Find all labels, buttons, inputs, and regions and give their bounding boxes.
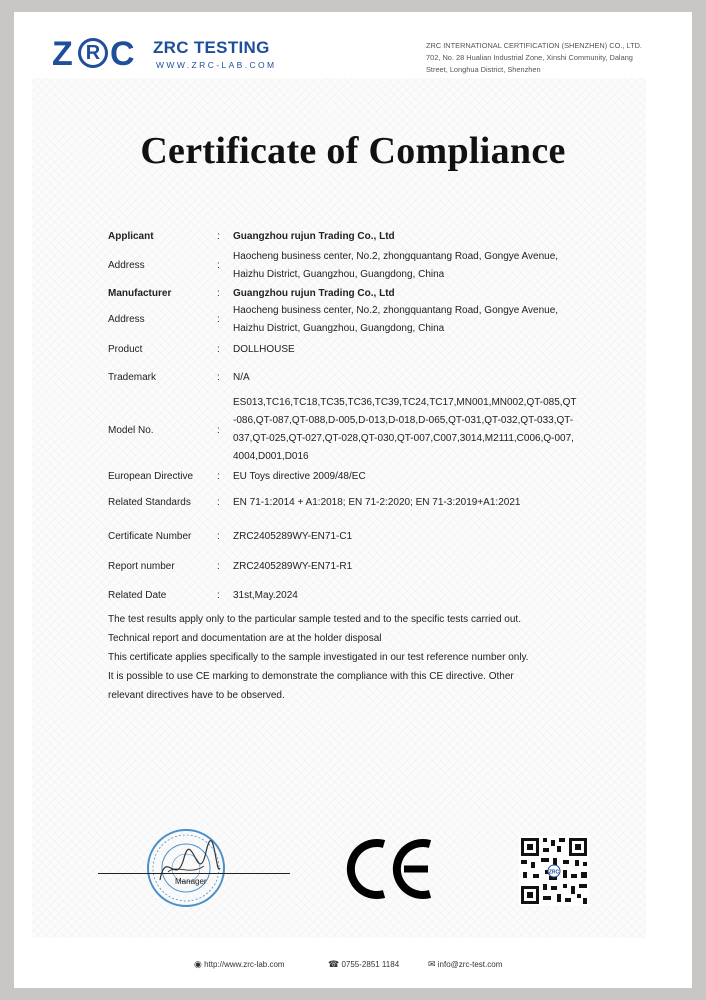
email-link[interactable]: info@zrc-test.com — [437, 960, 503, 969]
footer-email — [428, 959, 502, 970]
mail-icon: ✉ — [428, 959, 436, 969]
company-address: ZRC INTERNATIONAL CERTIFICATION (SHENZHEN) CO., LTD. 702, No. 28 Hualian Industrial Zone, Xinshi Community, Dalang Street, Longhua District, Shenzhen — [426, 41, 642, 74]
company-seal-icon — [146, 828, 226, 908]
globe-icon: ◉ — [194, 959, 202, 969]
qr-code-icon — [519, 836, 589, 906]
brand-url: WWW.ZRC-LAB.COM — [156, 60, 277, 70]
signatory-role: Manager — [175, 877, 207, 886]
brand-name: ZRC TESTING — [153, 38, 270, 57]
footer-phone: ☎ 0755-2851 1184 — [328, 959, 400, 969]
compliance-statement: The test results apply only to the particular sample tested and to the specific tests carried out. Technical report and documentation are at the holder disposal This certificate applies specifically to the sample investigated in our test reference number only. It is possible to use CE marking to demonstrate the compliance with this CE directive. Other relevant directives have to be observed. — [108, 614, 529, 701]
signature-line — [98, 873, 290, 874]
phone-icon: ☎ — [328, 959, 340, 969]
ce-mark-icon — [344, 838, 434, 900]
footer-website — [194, 959, 285, 970]
certificate-title: Certificate of Compliance — [140, 130, 566, 172]
website-link[interactable]: http://www.zrc-lab.com — [204, 960, 285, 969]
svg-text:ZRC: ZRC — [548, 869, 560, 876]
